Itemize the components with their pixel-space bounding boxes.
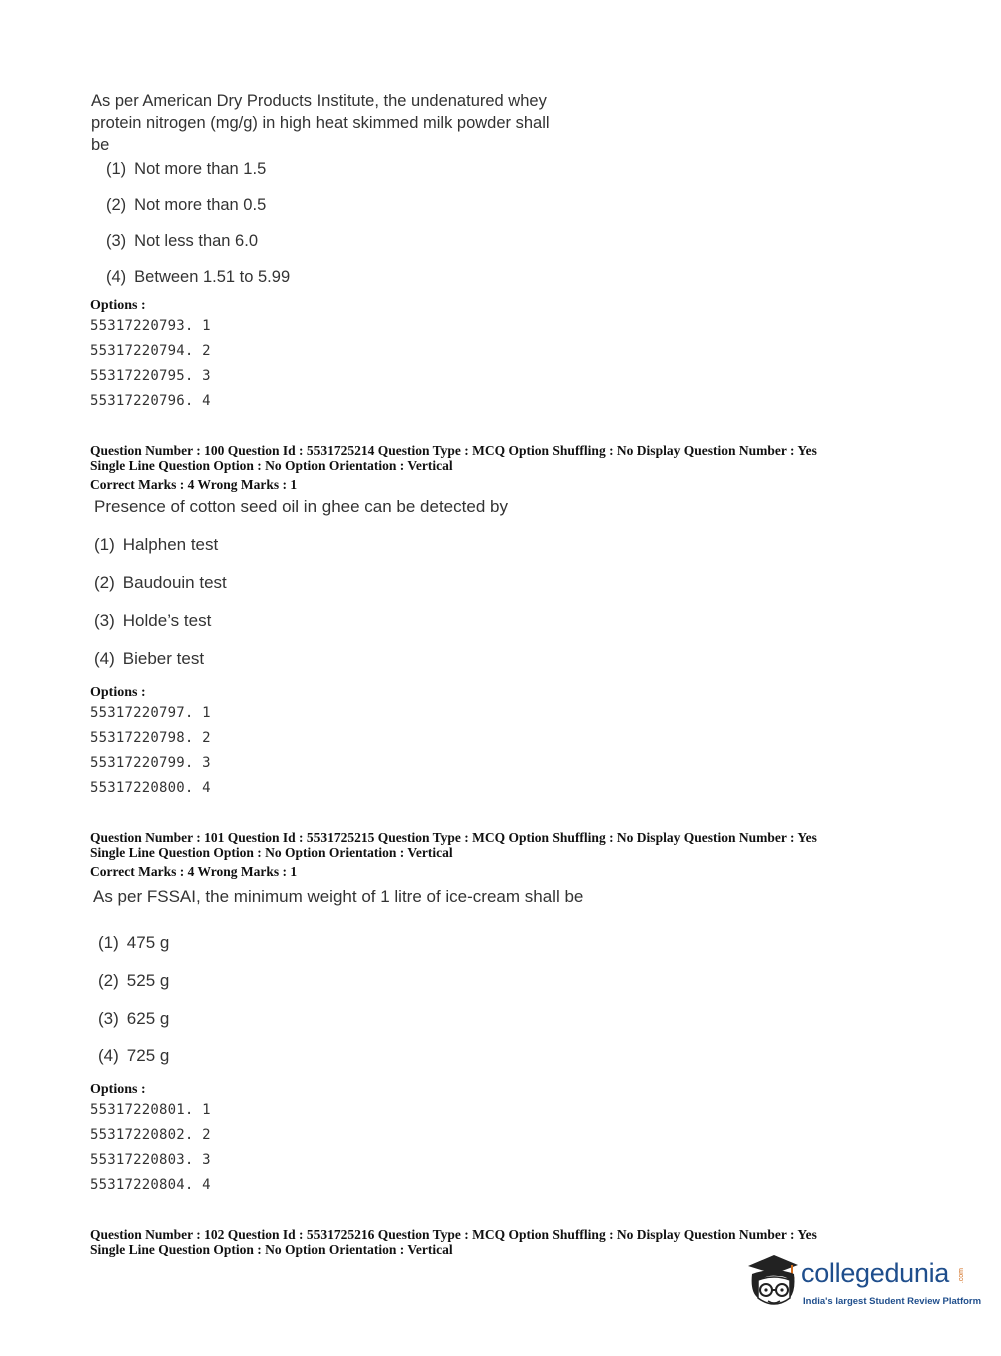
question-100-option-3 xyxy=(94,611,211,631)
collegedunia-logo[interactable] xyxy=(744,1252,982,1316)
option-number: (1) xyxy=(98,933,119,952)
option-number: (4) xyxy=(94,649,115,668)
option-number: (1) xyxy=(94,535,115,554)
option-id: 55317220804. 4 xyxy=(90,1177,211,1193)
option-id: 55317220795. 3 xyxy=(90,368,211,384)
question-102-meta-2: Single Line Question Option : No Option Orientation : Vertical xyxy=(90,1242,453,1257)
option-label: Not more than 1.5 xyxy=(134,160,267,178)
option-label: Not more than 0.5 xyxy=(134,196,267,214)
option-label: Bieber test xyxy=(122,649,205,668)
option-label: Baudouin test xyxy=(122,573,227,592)
option-id: 55317220801. 1 xyxy=(90,1102,211,1118)
question-100-marks: Correct Marks : 4 Wrong Marks : 1 xyxy=(90,477,298,492)
question-101-option-2 xyxy=(98,971,169,991)
option-id: 55317220799. 3 xyxy=(90,755,211,771)
option-id: 55317220793. 1 xyxy=(90,318,211,334)
question-101-option-1 xyxy=(98,933,169,953)
option-number: (4) xyxy=(98,1046,119,1065)
options-heading: Options : xyxy=(90,298,146,313)
brand-suffix: .com xyxy=(958,1268,965,1284)
question-100-meta: Question Number : 100 Question Id : 5531725214 Question Type : MCQ Option Shuffling : No Display Question Number : Yes xyxy=(90,443,817,458)
option-id: 55317220796. 4 xyxy=(90,393,211,409)
option-label: Halphen test xyxy=(122,535,219,554)
question-99-option-2 xyxy=(106,196,266,215)
option-id: 55317220802. 2 xyxy=(90,1127,211,1143)
question-101-meta: Question Number : 101 Question Id : 5531725215 Question Type : MCQ Option Shuffling : No Display Question Number : Yes xyxy=(90,830,817,845)
question-99-text: As per American Dry Products Institute, the undenatured whey protein nitrogen (mg/g) in high heat skimmed milk powder shall be xyxy=(91,92,550,154)
option-id: 55317220800. 4 xyxy=(90,780,211,796)
option-number: (3) xyxy=(94,611,115,630)
option-id: 55317220794. 2 xyxy=(90,343,211,359)
brand-tagline: India's largest Student Review Platform xyxy=(803,1296,982,1307)
option-number: (2) xyxy=(106,196,127,214)
option-label: Holde’s test xyxy=(122,611,212,630)
options-heading: Options : xyxy=(90,685,146,700)
option-id: 55317220798. 2 xyxy=(90,730,211,746)
option-number: (2) xyxy=(98,971,119,990)
option-label: 725 g xyxy=(126,1046,170,1065)
question-99-option-3 xyxy=(106,232,258,251)
options-heading: Options : xyxy=(90,1082,146,1097)
option-number: (3) xyxy=(106,232,127,250)
question-99-option-1 xyxy=(106,160,266,179)
option-label: 525 g xyxy=(126,971,170,990)
option-number: (1) xyxy=(106,160,127,178)
question-100-option-4 xyxy=(94,649,204,669)
question-102-meta: Question Number : 102 Question Id : 5531725216 Question Type : MCQ Option Shuffling : No Display Question Number : Yes xyxy=(90,1227,817,1242)
option-number: (2) xyxy=(94,573,115,592)
brand-name: collegedunia xyxy=(801,1258,950,1288)
option-id: 55317220797. 1 xyxy=(90,705,211,721)
option-label: Between 1.51 to 5.99 xyxy=(134,268,291,286)
option-label: 475 g xyxy=(126,933,170,952)
question-101-text: As per FSSAI, the minimum weight of 1 litre of ice-cream shall be xyxy=(93,887,584,906)
option-label: 625 g xyxy=(126,1009,170,1028)
question-100-meta-2: Single Line Question Option : No Option Orientation : Vertical xyxy=(90,458,453,473)
question-100-option-1 xyxy=(94,535,218,555)
question-101-option-4 xyxy=(98,1046,169,1066)
option-id: 55317220803. 3 xyxy=(90,1152,211,1168)
question-100-option-2 xyxy=(94,573,227,593)
question-101-meta-2: Single Line Question Option : No Option Orientation : Vertical xyxy=(90,845,453,860)
question-101-option-3 xyxy=(98,1009,169,1029)
option-label: Not less than 6.0 xyxy=(134,232,258,250)
option-number: (4) xyxy=(106,268,127,286)
question-101-marks: Correct Marks : 4 Wrong Marks : 1 xyxy=(90,864,298,879)
question-99-option-4 xyxy=(106,268,290,287)
student-mascot-icon xyxy=(744,1252,802,1316)
option-number: (3) xyxy=(98,1009,119,1028)
question-100-text: Presence of cotton seed oil in ghee can be detected by xyxy=(94,497,508,516)
